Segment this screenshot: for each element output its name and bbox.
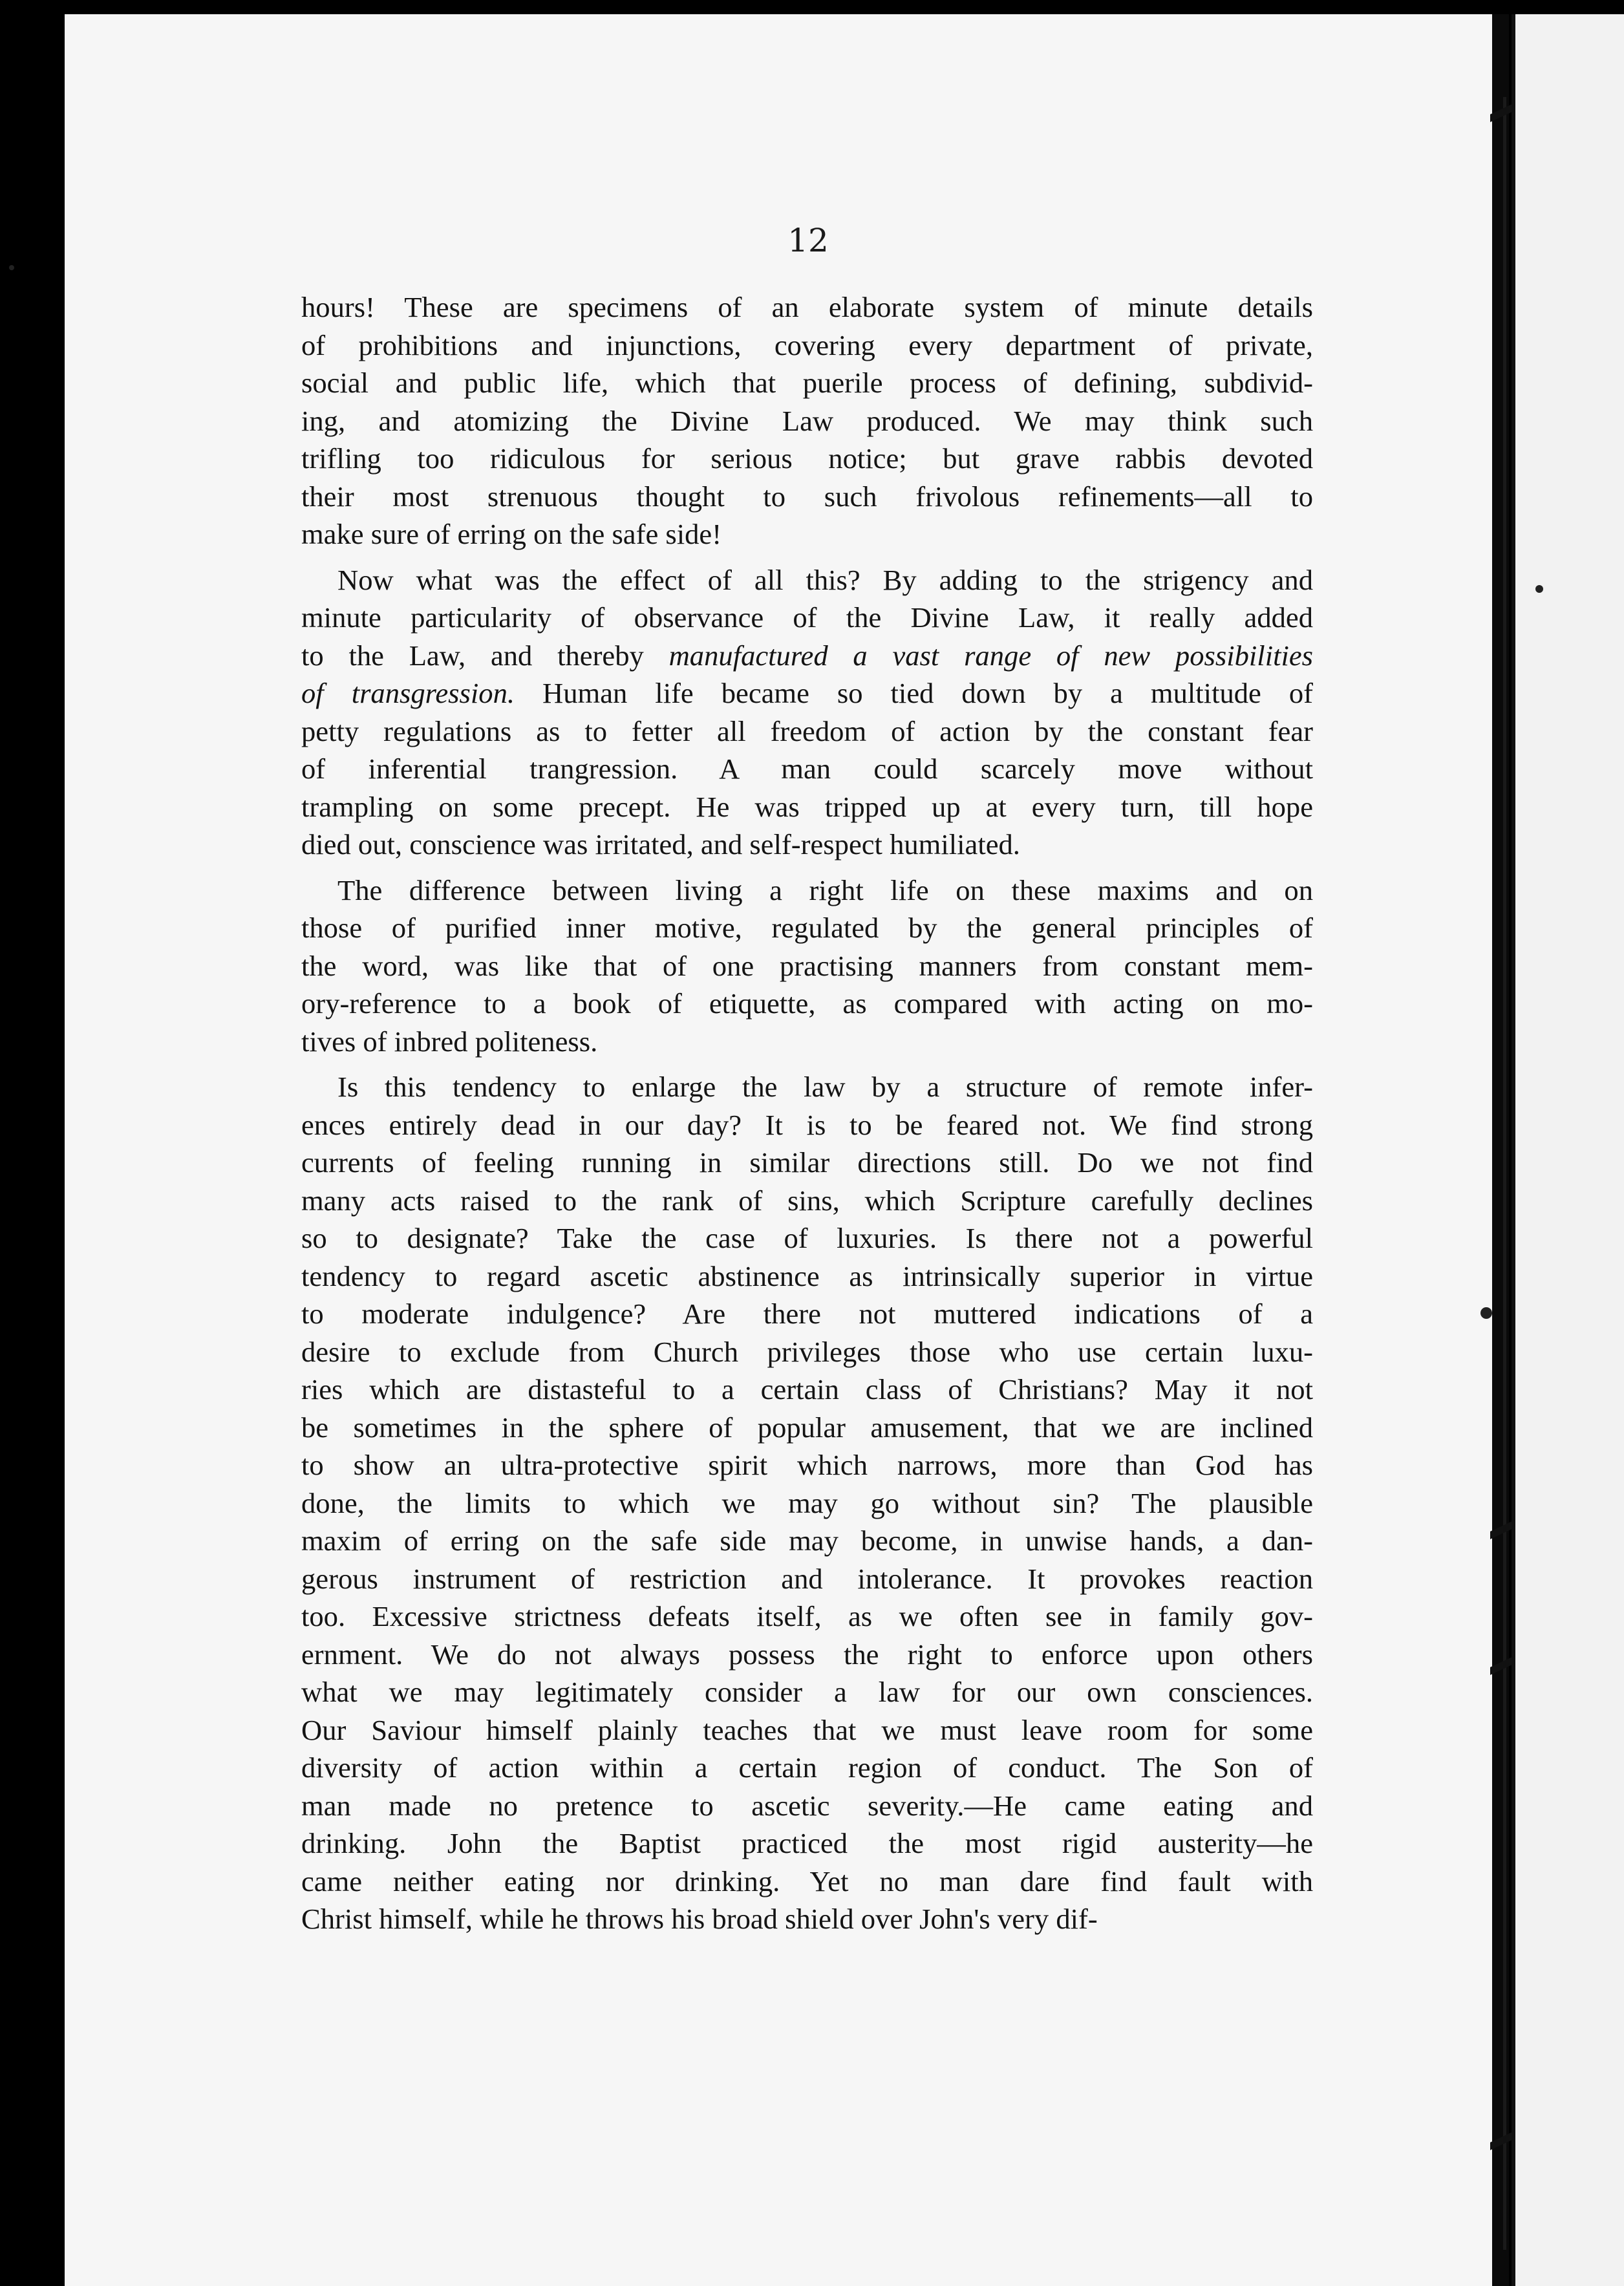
text-line: ries which are distasteful to a certain class of Christians? May it not bbox=[301, 1373, 1313, 1405]
text-line: trampling on some precept. He was tripped up at every turn, till hope bbox=[301, 790, 1313, 823]
text-line: diversity of action within a certain region of conduct. The Son of bbox=[301, 1751, 1313, 1784]
text-line: petty regulations as to fetter all freedom of action by the constant fear bbox=[301, 714, 1313, 747]
text-line: the word, was like that of one practising manners from constant mem- bbox=[301, 949, 1313, 982]
text-line: of inferential trangression. A man could scarcely move without bbox=[301, 753, 1313, 785]
paragraph bbox=[301, 288, 1313, 553]
text-line: to moderate indulgence? Are there not muttered indications of a bbox=[301, 1298, 1313, 1330]
text-line: died out, conscience was irritated, and self-respect humiliated. bbox=[301, 828, 1020, 860]
text-line: Christ himself, while he throws his broad shield over John's very dif- bbox=[301, 1903, 1098, 1935]
text-line: of prohibitions and injunctions, covering every department of private, bbox=[301, 328, 1313, 361]
scan-speck bbox=[1535, 585, 1543, 593]
book-gutter bbox=[1492, 14, 1509, 2286]
text-line: ory-reference to a book of etiquette, as compared with acting on mo- bbox=[301, 987, 1313, 1020]
text-line: man made no pretence to ascetic severity.—He came eating and bbox=[301, 1789, 1313, 1822]
text-line: what we may legitimately consider a law for our own consciences. bbox=[301, 1676, 1313, 1708]
scan-speck bbox=[1480, 1307, 1492, 1319]
text-line: tives of inbred politeness. bbox=[301, 1025, 598, 1058]
paragraph bbox=[301, 561, 1313, 864]
text-line: ernment. We do not always possess the right to enforce upon others bbox=[301, 1638, 1313, 1671]
text-line: minute particularity of observance of the Divine Law, it really added bbox=[301, 601, 1313, 634]
text-line: of transgression. Human life became so tied down by a multitude of bbox=[301, 677, 1313, 709]
adjacent-page-edge bbox=[1512, 14, 1624, 2286]
text-line: many acts raised to the rank of sins, which Scripture carefully declines bbox=[301, 1184, 1313, 1217]
scan-speck bbox=[9, 265, 14, 270]
scan-top-edge bbox=[0, 0, 1624, 14]
text-line: to the Law, and thereby manufactured a vast range of new possibilities bbox=[301, 639, 1314, 672]
paragraph bbox=[301, 871, 1313, 1061]
text-line: tendency to regard ascetic abstinence as intrinsically superior in virtue bbox=[301, 1259, 1313, 1292]
text-line: those of purified inner motive, regulated by the general principles of bbox=[301, 912, 1313, 944]
text-line: trifling too ridiculous for serious notice; but grave rabbis devoted bbox=[301, 442, 1313, 475]
text-line: hours! These are specimens of an elaborate system of minute details bbox=[301, 291, 1313, 323]
text-line: ences entirely dead in our day? It is to be feared not. We find strong bbox=[301, 1108, 1313, 1141]
text-line: ing, and atomizing the Divine Law produced. We may think such bbox=[301, 404, 1313, 437]
text-line: came neither eating nor drinking. Yet no man dare find fault with bbox=[301, 1864, 1313, 1897]
text-line: their most strenuous thought to such frivolous refinements—all to bbox=[301, 480, 1313, 513]
paragraph-gap bbox=[301, 553, 1313, 561]
paragraph bbox=[301, 1068, 1313, 1938]
text-line: too. Excessive strictness defeats itself, as we often see in family gov- bbox=[301, 1600, 1313, 1632]
body-text bbox=[301, 288, 1313, 1938]
text-line: The difference between living a right life on these maxims and on bbox=[337, 873, 1313, 906]
text-line: be sometimes in the sphere of popular amusement, that we are inclined bbox=[301, 1411, 1313, 1444]
text-line: drinking. John the Baptist practiced the most rigid austerity—he bbox=[301, 1827, 1313, 1859]
paragraph-gap bbox=[301, 1060, 1313, 1068]
page-number: 12 bbox=[787, 222, 829, 259]
text-line: to show an ultra-protective spirit which narrows, more than God has bbox=[301, 1449, 1313, 1481]
text-line: desire to exclude from Church privileges those who use certain luxu- bbox=[301, 1335, 1313, 1368]
text-line: social and public life, which that puerile process of defining, subdivid- bbox=[301, 367, 1313, 399]
gutter-thread bbox=[1503, 97, 1506, 2250]
paragraph-gap bbox=[301, 864, 1313, 871]
text-line: maxim of erring on the safe side may become, in unwise hands, a dan- bbox=[301, 1524, 1313, 1557]
text-line: currents of feeling running in similar directions still. Do we not find bbox=[301, 1146, 1313, 1179]
text-line: Is this tendency to enlarge the law by a structure of remote infer- bbox=[337, 1071, 1313, 1103]
text-line: Now what was the effect of all this? By adding to the strigency and bbox=[337, 563, 1313, 596]
text-line: so to designate? Take the case of luxuries. Is there not a powerful bbox=[301, 1222, 1313, 1254]
text-line: Our Saviour himself plainly teaches that we must leave room for some bbox=[301, 1713, 1313, 1746]
text-line: gerous instrument of restriction and intolerance. It provokes reaction bbox=[301, 1562, 1313, 1595]
text-line: make sure of erring on the safe side! bbox=[301, 518, 722, 550]
text-line: done, the limits to which we may go without sin? The plausible bbox=[301, 1486, 1313, 1519]
